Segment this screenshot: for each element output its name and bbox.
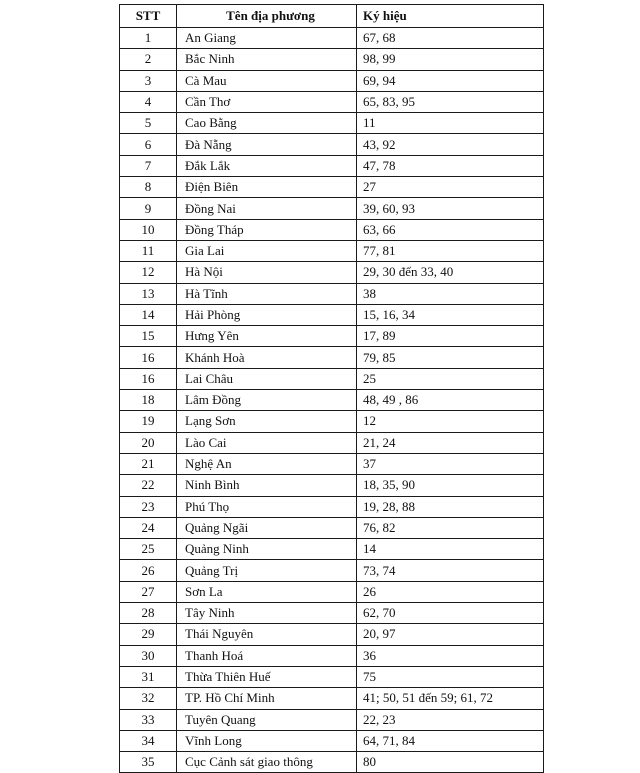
row-locality-name: Tây Ninh <box>177 603 357 624</box>
row-stt: 27 <box>120 581 177 602</box>
row-stt: 16 <box>120 368 177 389</box>
table-body <box>120 28 544 773</box>
row-plate-code: 25 <box>357 368 544 389</box>
table-row <box>120 688 544 709</box>
row-locality-name: TP. Hồ Chí Minh <box>177 688 357 709</box>
table-row <box>120 432 544 453</box>
row-stt: 12 <box>120 262 177 283</box>
license-plate-table <box>119 4 543 773</box>
row-plate-code: 75 <box>357 666 544 687</box>
row-stt: 24 <box>120 517 177 538</box>
row-locality-name: Cục Cảnh sát giao thông <box>177 752 357 773</box>
table-row <box>120 624 544 645</box>
row-locality-name: Hà Nội <box>177 262 357 283</box>
row-stt: 32 <box>120 688 177 709</box>
table-row <box>120 517 544 538</box>
row-plate-code: 29, 30 đến 33, 40 <box>357 262 544 283</box>
table-row <box>120 560 544 581</box>
row-locality-name: Bắc Ninh <box>177 49 357 70</box>
row-plate-code: 21, 24 <box>357 432 544 453</box>
data-table <box>119 4 544 773</box>
row-plate-code: 62, 70 <box>357 603 544 624</box>
row-plate-code: 17, 89 <box>357 326 544 347</box>
row-plate-code: 12 <box>357 411 544 432</box>
row-locality-name: Thái Nguyên <box>177 624 357 645</box>
row-plate-code: 73, 74 <box>357 560 544 581</box>
table-row <box>120 390 544 411</box>
table-row <box>120 240 544 261</box>
row-stt: 23 <box>120 496 177 517</box>
row-plate-code: 69, 94 <box>357 70 544 91</box>
table-row <box>120 709 544 730</box>
row-plate-code: 15, 16, 34 <box>357 304 544 325</box>
row-locality-name: Lâm Đồng <box>177 390 357 411</box>
row-stt: 34 <box>120 730 177 751</box>
row-stt: 13 <box>120 283 177 304</box>
row-plate-code: 38 <box>357 283 544 304</box>
table-row <box>120 113 544 134</box>
table-row <box>120 70 544 91</box>
row-stt: 14 <box>120 304 177 325</box>
row-plate-code: 22, 23 <box>357 709 544 730</box>
row-plate-code: 20, 97 <box>357 624 544 645</box>
table-row <box>120 730 544 751</box>
table-header <box>120 5 544 28</box>
row-plate-code: 47, 78 <box>357 155 544 176</box>
row-plate-code: 41; 50, 51 đến 59; 61, 72 <box>357 688 544 709</box>
row-locality-name: Thừa Thiên Huế <box>177 666 357 687</box>
row-stt: 16 <box>120 347 177 368</box>
table-row <box>120 368 544 389</box>
row-plate-code: 77, 81 <box>357 240 544 261</box>
table-row <box>120 134 544 155</box>
row-stt: 15 <box>120 326 177 347</box>
row-stt: 21 <box>120 453 177 474</box>
table-row <box>120 262 544 283</box>
row-locality-name: Lào Cai <box>177 432 357 453</box>
row-stt: 28 <box>120 603 177 624</box>
row-locality-name: Đồng Tháp <box>177 219 357 240</box>
row-stt: 31 <box>120 666 177 687</box>
table-row <box>120 155 544 176</box>
row-stt: 33 <box>120 709 177 730</box>
table-row <box>120 645 544 666</box>
row-stt: 20 <box>120 432 177 453</box>
table-row <box>120 475 544 496</box>
row-plate-code: 37 <box>357 453 544 474</box>
row-stt: 3 <box>120 70 177 91</box>
table-row <box>120 219 544 240</box>
table-row <box>120 581 544 602</box>
row-stt: 4 <box>120 91 177 112</box>
row-plate-code: 43, 92 <box>357 134 544 155</box>
row-locality-name: Gia Lai <box>177 240 357 261</box>
row-plate-code: 76, 82 <box>357 517 544 538</box>
row-plate-code: 39, 60, 93 <box>357 198 544 219</box>
row-stt: 25 <box>120 539 177 560</box>
row-locality-name: Hải Phòng <box>177 304 357 325</box>
row-locality-name: An Giang <box>177 28 357 49</box>
row-locality-name: Cao Bằng <box>177 113 357 134</box>
row-locality-name: Hà Tĩnh <box>177 283 357 304</box>
table-row <box>120 304 544 325</box>
table-row <box>120 752 544 773</box>
row-locality-name: Cà Mau <box>177 70 357 91</box>
row-locality-name: Phú Thọ <box>177 496 357 517</box>
row-locality-name: Thanh Hoá <box>177 645 357 666</box>
table-row <box>120 283 544 304</box>
row-plate-code: 48, 49 , 86 <box>357 390 544 411</box>
row-plate-code: 19, 28, 88 <box>357 496 544 517</box>
row-locality-name: Hưng Yên <box>177 326 357 347</box>
row-stt: 30 <box>120 645 177 666</box>
row-stt: 11 <box>120 240 177 261</box>
row-stt: 7 <box>120 155 177 176</box>
row-locality-name: Quảng Ninh <box>177 539 357 560</box>
row-stt: 35 <box>120 752 177 773</box>
row-stt: 6 <box>120 134 177 155</box>
table-row <box>120 539 544 560</box>
row-locality-name: Nghệ An <box>177 453 357 474</box>
table-row <box>120 28 544 49</box>
header-locality-name: Tên địa phương <box>177 5 357 28</box>
row-locality-name: Đà Nẵng <box>177 134 357 155</box>
table-row <box>120 326 544 347</box>
table-row <box>120 411 544 432</box>
row-stt: 8 <box>120 177 177 198</box>
row-plate-code: 98, 99 <box>357 49 544 70</box>
table-row <box>120 453 544 474</box>
row-plate-code: 67, 68 <box>357 28 544 49</box>
row-stt: 19 <box>120 411 177 432</box>
header-row <box>120 5 544 28</box>
row-plate-code: 63, 66 <box>357 219 544 240</box>
row-plate-code: 36 <box>357 645 544 666</box>
table-row <box>120 91 544 112</box>
row-plate-code: 27 <box>357 177 544 198</box>
row-stt: 2 <box>120 49 177 70</box>
row-stt: 18 <box>120 390 177 411</box>
row-plate-code: 65, 83, 95 <box>357 91 544 112</box>
row-stt: 9 <box>120 198 177 219</box>
row-locality-name: Khánh Hoà <box>177 347 357 368</box>
table-row <box>120 666 544 687</box>
row-locality-name: Tuyên Quang <box>177 709 357 730</box>
table-row <box>120 49 544 70</box>
row-plate-code: 18, 35, 90 <box>357 475 544 496</box>
row-plate-code: 11 <box>357 113 544 134</box>
row-locality-name: Quảng Trị <box>177 560 357 581</box>
table-row <box>120 496 544 517</box>
row-plate-code: 80 <box>357 752 544 773</box>
table-row <box>120 177 544 198</box>
row-locality-name: Quảng Ngãi <box>177 517 357 538</box>
row-locality-name: Ninh Bình <box>177 475 357 496</box>
row-stt: 29 <box>120 624 177 645</box>
row-stt: 1 <box>120 28 177 49</box>
header-plate-code: Ký hiệu <box>357 5 544 28</box>
row-locality-name: Sơn La <box>177 581 357 602</box>
row-plate-code: 79, 85 <box>357 347 544 368</box>
row-stt: 26 <box>120 560 177 581</box>
table-row <box>120 603 544 624</box>
row-plate-code: 64, 71, 84 <box>357 730 544 751</box>
row-locality-name: Cần Thơ <box>177 91 357 112</box>
row-locality-name: Lai Châu <box>177 368 357 389</box>
row-stt: 10 <box>120 219 177 240</box>
table-row <box>120 198 544 219</box>
header-stt: STT <box>120 5 177 28</box>
row-locality-name: Điện Biên <box>177 177 357 198</box>
row-locality-name: Lạng Sơn <box>177 411 357 432</box>
row-locality-name: Vĩnh Long <box>177 730 357 751</box>
row-stt: 5 <box>120 113 177 134</box>
row-locality-name: Đồng Nai <box>177 198 357 219</box>
row-locality-name: Đắk Lắk <box>177 155 357 176</box>
row-stt: 22 <box>120 475 177 496</box>
row-plate-code: 26 <box>357 581 544 602</box>
table-row <box>120 347 544 368</box>
row-plate-code: 14 <box>357 539 544 560</box>
